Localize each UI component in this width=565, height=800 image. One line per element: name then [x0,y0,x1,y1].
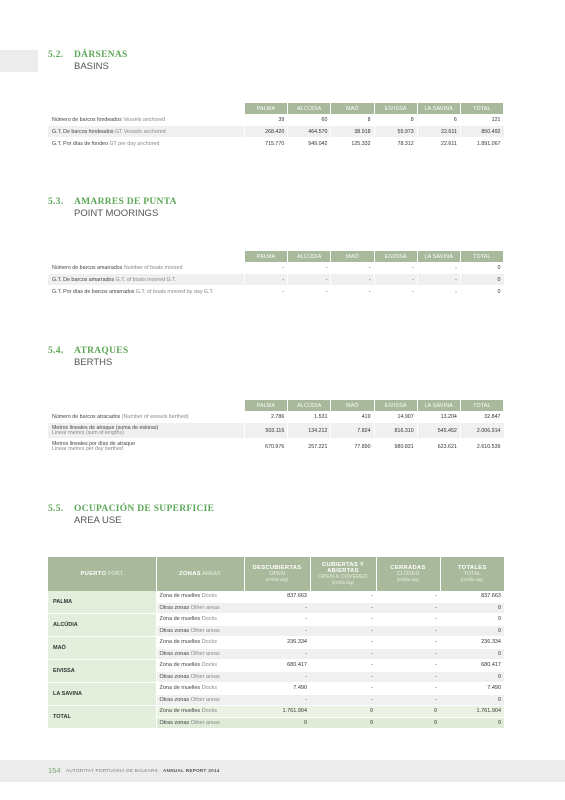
row-label-es: Número de barcos fondeados [52,116,122,123]
table-cell: 0 [460,262,503,274]
table-cell: - [417,286,460,298]
zone-label-es: Otras zonas [159,719,190,726]
area-use-table [48,557,504,729]
table-cell: - [376,637,440,649]
table-cell: 236.334 [244,637,310,649]
row-label [48,126,245,138]
table-cell: 1.761.904 [244,706,310,718]
section-subtitle: POINT MOORINGS [74,208,159,219]
table-cell: - [310,694,376,706]
zone-label [156,694,244,706]
table-cell: - [331,286,374,298]
row-label-en: Linear metres per day berthed [52,446,123,452]
row-label-es: Número de barcos amarrados [52,264,123,271]
table-cell: 0 [440,625,504,637]
table-cell: 39 [245,114,288,126]
table-cell: - [244,694,310,706]
row-label [48,274,245,286]
table-cell: 545.452 [417,423,460,439]
column-header: LA SAVINA [417,400,460,411]
table-cell: - [376,683,440,695]
section-title: ATRAQUES [74,346,129,356]
table-cell: - [417,262,460,274]
table-cell: 715.770 [245,138,288,150]
zone-label-es: Otras zonas [159,604,190,611]
column-header: MAÓ [331,251,374,262]
column-header: ALCÚDIA [288,251,331,262]
row-label-en: G.T. of boats moored by day G.T. [135,288,214,295]
zone-label-es: Zona de muelles [159,708,201,715]
table-row [48,614,504,626]
table-cell: - [310,625,376,637]
col-covered-header: CUBIERTAS Y ABIERTAS OPEN & COVERED (m²/día day) [310,557,376,591]
table-cell: 125.332 [331,138,374,150]
table-cell: - [244,614,310,626]
table-cell: 0 [310,706,376,718]
row-label-es: Metros lineales por días de atraque [52,441,136,447]
table-cell: - [376,694,440,706]
blank-header [48,103,245,114]
table-cell: 13.204 [417,411,460,423]
table-cell: 2.006.914 [460,423,503,439]
table-cell: 60 [288,114,331,126]
port-name: LA SAVINA [48,683,156,706]
table-cell: 55.973 [374,126,417,138]
row-label-en: G.T. of boats moored G.T. [115,276,177,283]
column-header: PALMA [245,251,288,262]
left-accent-bar [0,50,38,72]
column-header: ALCÚDIA [288,400,331,411]
zone-label [156,614,244,626]
section-number: 5.4. [48,346,64,356]
table-cell: 0 [440,614,504,626]
table-row [48,637,504,649]
row-label [48,138,245,150]
table-row [48,138,504,150]
port-name: MAÓ [48,637,156,660]
table-cell: - [417,274,460,286]
table-cell: 0 [460,286,503,298]
port-name: EIVISSA [48,660,156,683]
table-cell: 8 [331,114,374,126]
basins-table [48,103,504,150]
table-cell: - [288,262,331,274]
table-cell: 77.890 [331,439,374,455]
table-cell: 38.918 [331,126,374,138]
point-moorings-table [48,251,504,298]
table-cell: - [374,286,417,298]
table-cell: 7.490 [440,683,504,695]
table-cell: - [376,591,440,602]
port-name: TOTAL [48,706,156,729]
zone-label-en: Other areas [190,650,220,657]
table-cell: - [310,591,376,602]
section-subtitle: BASINS [74,61,109,72]
zone-label-es: Zona de muelles [159,685,201,692]
table-cell: 850.492 [460,126,503,138]
table-cell: - [376,602,440,614]
section-subtitle: BERTHS [74,357,113,368]
col-open-header: DESCUBIERTAS OPEN (m²/día day) [244,557,310,591]
table-cell: - [310,660,376,672]
col-total-header: TOTALES TOTAL (m²/día day) [440,557,504,591]
column-header: ALCÚDIA [288,103,331,114]
table-cell: 419 [331,411,374,423]
section-point-moorings [48,197,177,219]
table-row [48,286,504,298]
table-cell: 7.824 [331,423,374,439]
zone-label [156,660,244,672]
table-row [48,262,504,274]
column-header: TOTAL [460,251,503,262]
blank-header [48,400,245,411]
table-row [48,114,504,126]
zone-label [156,683,244,695]
section-number: 5.5. [48,504,64,514]
section-title: DÁRSENAS [74,50,128,60]
table-cell: - [310,602,376,614]
table-cell: 1.891.067 [460,138,503,150]
table-cell: 0 [440,717,504,729]
section-area-use [48,504,214,526]
table-cell: 0 [440,602,504,614]
berths-table [48,400,504,455]
section-number: 5.3. [48,197,64,207]
port-name: PALMA [48,591,156,614]
table-cell: - [376,614,440,626]
table-row [48,591,504,602]
section-number: 5.2. [48,50,64,60]
column-header: LA SAVINA [417,251,460,262]
zone-label [156,648,244,660]
row-label [48,411,245,423]
table-cell: 2.610.539 [460,439,503,455]
zone-label-es: Zona de muelles [159,593,201,600]
footer-text: AUTORITAT PORTUÀRIA DE BALEARS · ANNUAL REPORT 2014 [66,768,220,773]
section-berths [48,346,128,368]
zone-label-es: Otras zonas [159,627,190,634]
table-cell: 0 [376,717,440,729]
table-row [48,706,504,718]
zone-label-es: Zona de muelles [159,639,201,646]
row-label-es: G.T. Por días de barcos amarrados [52,288,135,295]
zone-label-en: Docks [201,708,217,715]
table-cell: - [244,671,310,683]
table-cell: 32.847 [460,411,503,423]
zone-label-en: Docks [201,685,217,692]
zone-label-es: Otras zonas [159,696,190,703]
table-cell: 0 [460,274,503,286]
table-cell: 623.621 [417,439,460,455]
table-cell: - [244,648,310,660]
section-basins [48,50,128,72]
table-cell: - [376,660,440,672]
table-cell: - [310,614,376,626]
col-port-header: PUERTO PORT [48,557,156,591]
page-number: 154 [48,766,61,775]
table-cell: - [244,602,310,614]
table-cell: 816.310 [374,423,417,439]
table-cell: 503.116 [245,423,288,439]
zone-label-es: Otras zonas [159,650,190,657]
table-row [48,423,504,439]
table-cell: - [288,286,331,298]
table-row [48,683,504,695]
zone-label [156,717,244,729]
column-header: TOTAL [460,103,503,114]
zone-label-en: Other areas [190,627,220,634]
col-zone-header: ZONAS AREAS [156,557,244,591]
table-cell: 0 [440,648,504,660]
table-cell: 0 [376,706,440,718]
zone-label-en: Other areas [190,673,220,680]
section-title: AMARRES DE PUNTA [74,197,177,207]
zone-label-en: Docks [201,662,217,669]
table-cell: - [245,286,288,298]
table-cell: 0 [310,717,376,729]
row-label [48,423,245,439]
row-label [48,286,245,298]
column-header: PALMA [245,103,288,114]
zone-label [156,602,244,614]
row-label [48,114,245,126]
table-cell: - [374,262,417,274]
zone-label [156,671,244,683]
table-cell: - [310,671,376,683]
zone-label [156,625,244,637]
zone-label [156,706,244,718]
port-name: ALCÚDIA [48,614,156,637]
table-row [48,660,504,672]
row-label-es: Número de barcos atracados [52,413,121,420]
zone-label-en: Other areas [190,696,220,703]
table-cell: 949.042 [288,138,331,150]
column-header: MAÓ [331,103,374,114]
table-cell: 464.570 [288,126,331,138]
table-cell: 837.663 [244,591,310,602]
row-label-es: Metros lineales de atraque (suma de esloras) [52,425,159,431]
table-cell: - [245,274,288,286]
table-cell: 7.490 [244,683,310,695]
column-header: LA SAVINA [417,103,460,114]
table-cell: 0 [244,717,310,729]
table-cell: 121 [460,114,503,126]
column-header: MAÓ [331,400,374,411]
column-header: TOTAL [460,400,503,411]
table-row [48,274,504,286]
row-label-es: G.T. De barcos amarrados [52,276,115,283]
table-cell: 837.663 [440,591,504,602]
row-label-es: G.T. De barcos fondeados [52,128,114,135]
table-cell: - [245,262,288,274]
table-row [48,126,504,138]
zone-label-es: Otras zonas [159,673,190,680]
zone-label [156,591,244,602]
column-header: PALMA [245,400,288,411]
table-cell: - [376,648,440,660]
table-cell: 0 [440,671,504,683]
zone-label-en: Docks [201,616,217,623]
row-label-en: GT per day anchored [109,140,160,147]
table-cell: - [310,683,376,695]
row-label [48,439,245,455]
table-cell: 134.212 [288,423,331,439]
table-cell: 670.976 [245,439,288,455]
table-cell: 236.334 [440,637,504,649]
column-header: EIVISSA [374,251,417,262]
zone-label-en: Other areas [190,604,220,611]
column-header: EIVISSA [374,103,417,114]
row-label-en: Linear metres (sum of lengths) [52,430,124,436]
row-label-en: (Number of vessels berthed) [121,413,189,420]
table-cell: 22.611 [417,138,460,150]
table-cell: 22.611 [417,126,460,138]
table-cell: 1.761.904 [440,706,504,718]
table-cell: - [310,637,376,649]
table-cell: - [331,274,374,286]
zone-label-en: Other areas [190,719,220,726]
row-label-es: G.T. Por días de fondeo [52,140,108,147]
table-cell: 257.221 [288,439,331,455]
zone-label [156,637,244,649]
column-header: EIVISSA [374,400,417,411]
zone-label-en: Docks [201,639,217,646]
zone-label-es: Zona de muelles [159,662,201,669]
table-cell: 680.417 [244,660,310,672]
table-cell: - [376,671,440,683]
col-closed-header: CERRADAS CLOSED (m²/día day) [376,557,440,591]
zone-label-en: Docks [201,593,217,600]
row-label-en: Number of boats moored [123,264,183,271]
table-cell: - [244,625,310,637]
section-title: OCUPACIÓN DE SUPERFICIE [74,504,215,514]
section-subtitle: AREA USE [74,515,122,526]
blank-header [48,251,245,262]
table-cell: 0 [440,694,504,706]
table-cell: - [374,274,417,286]
table-cell: 1.531 [288,411,331,423]
table-cell: - [288,274,331,286]
row-label-en: Vessels anchored [123,116,166,123]
table-cell: 8 [374,114,417,126]
table-cell: 78.312 [374,138,417,150]
table-cell: 2.786 [245,411,288,423]
table-row [48,411,504,423]
table-cell: - [310,648,376,660]
table-cell: 680.417 [440,660,504,672]
table-cell: 14.907 [374,411,417,423]
row-label-en: GT Vessels anchored [115,128,166,135]
table-row [48,439,504,455]
row-label [48,262,245,274]
table-cell: - [331,262,374,274]
table-cell: 6 [417,114,460,126]
table-cell: 980.831 [374,439,417,455]
table-cell: 268.420 [245,126,288,138]
zone-label-es: Zona de muelles [159,616,201,623]
table-cell: - [376,625,440,637]
